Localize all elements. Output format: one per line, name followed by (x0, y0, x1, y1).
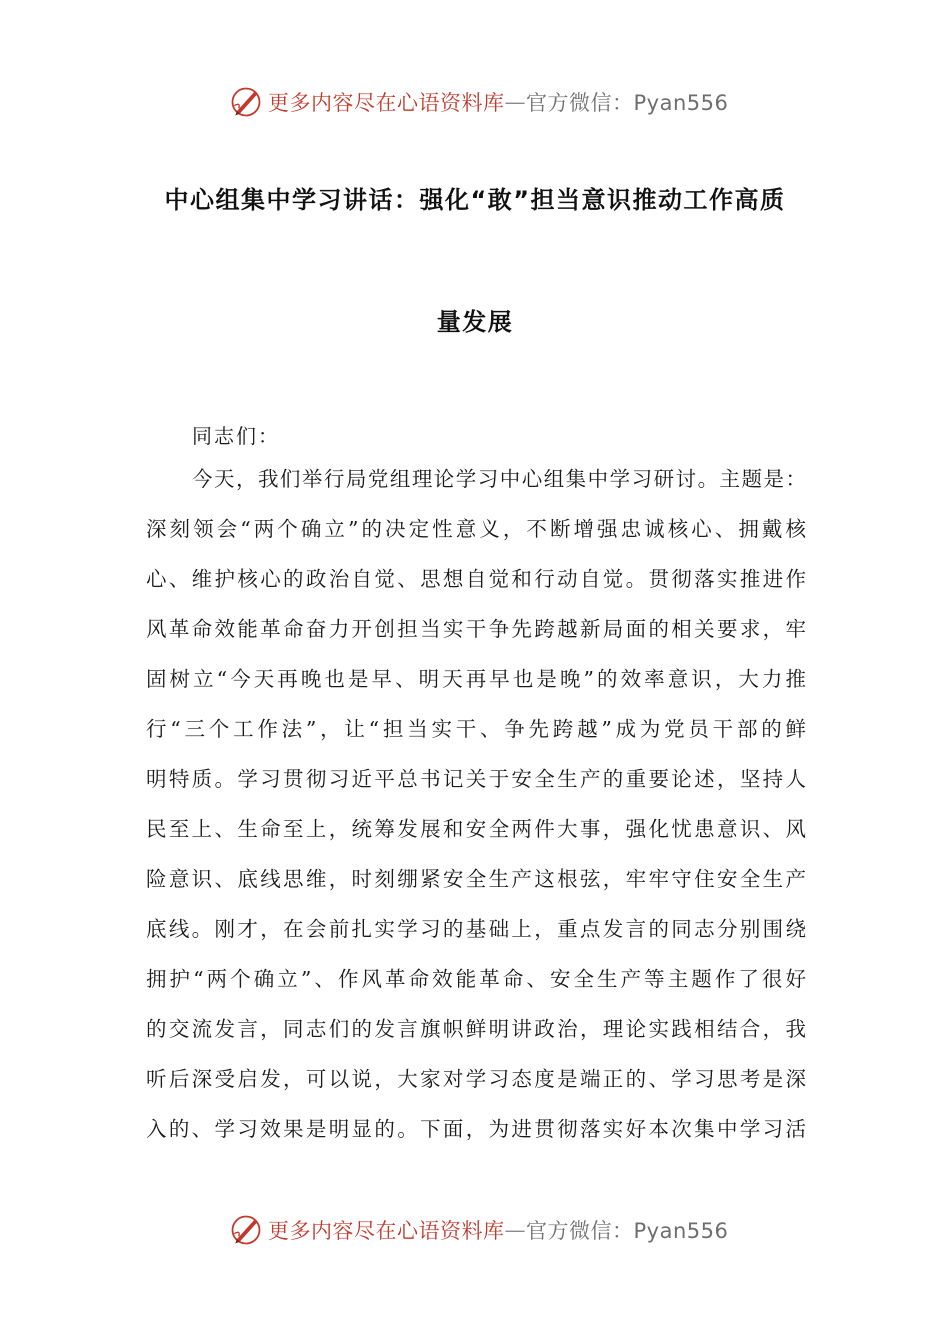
paragraph-line: 行“三个工作法”，让“担当实干、争先跨越”成为党员干部的鲜 (146, 717, 806, 741)
paragraph-line: 拥护“两个确立”、作风革命效能革命、安全生产等主题作了很好 (146, 967, 806, 991)
banner-brand-text: 更多内容尽在心语资料库 (268, 91, 505, 115)
header-banner (0, 80, 950, 124)
paragraph-line: 的交流发言，同志们的发言旗帜鲜明讲政治，理论实践相结合，我 (146, 1017, 806, 1041)
paragraph-line: 入的、学习效果是明显的。下面，为进贯彻落实好本次集中学习活 (146, 1117, 806, 1141)
pen-logo-icon (228, 84, 264, 120)
banner-wechat-text: 官方微信：Pyan556 (526, 91, 729, 115)
pen-logo-icon (228, 1212, 264, 1248)
paragraph-line: 心、维护核心的政治自觉、思想自觉和行动自觉。贯彻落实推进作 (146, 567, 806, 591)
paragraph-line: 风革命效能革命奋力开创担当实干争先跨越新局面的相关要求，牢 (146, 617, 806, 641)
paragraph-line: 深刻领会“两个确立”的决定性意义，不断增强忠诚核心、拥戴核 (146, 517, 806, 541)
document-title-line-2: 量发展 (436, 308, 514, 336)
paragraph-line: 底线。刚才，在会前扎实学习的基础上，重点发言的同志分别围绕 (146, 917, 806, 941)
footer-banner (0, 1208, 950, 1252)
banner-brand-text: 更多内容尽在心语资料库 (268, 1219, 505, 1243)
salutation: 同志们： (192, 424, 280, 448)
banner-separator: — (504, 1218, 526, 1242)
banner-separator: — (504, 90, 526, 114)
paragraph-line: 固树立“今天再晚也是早、明天再早也是晚”的效率意识，大力推 (146, 667, 806, 691)
paragraph-line: 明特质。学习贯彻习近平总书记关于安全生产的重要论述，坚持人 (146, 767, 806, 791)
paragraph-line: 民至上、生命至上，统筹发展和安全两件大事，强化忧患意识、风 (146, 817, 806, 841)
paragraph-line: 今天，我们举行局党组理论学习中心组集中学习研讨。主题是： (192, 467, 806, 491)
document-title-line-1: 中心组集中学习讲话：强化“敢”担当意识推动工作高质 (164, 186, 786, 214)
paragraph-line: 听后深受启发，可以说，大家对学习态度是端正的、学习思考是深 (146, 1067, 806, 1091)
paragraph-line: 险意识、底线思维，时刻绷紧安全生产这根弦，牢牢守住安全生产 (146, 867, 806, 891)
banner-wechat-text: 官方微信：Pyan556 (526, 1219, 729, 1243)
